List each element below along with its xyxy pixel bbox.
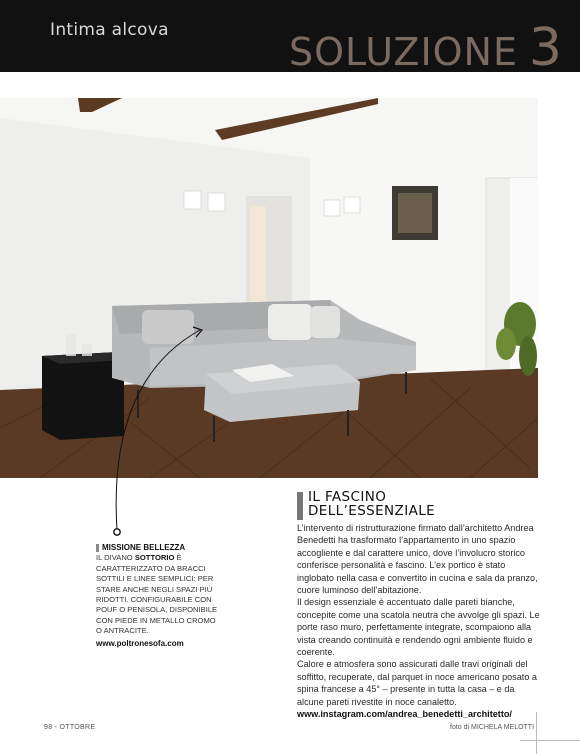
article-paragraph: Calore e atmosfera sono assicurati dalle travi originali del soffitto, recuperate, dal parquet in noce americano posato a spina francese a 45° – presente in tutta la casa – e da alcune pareti rivestite in noce canaletto. [297, 659, 537, 707]
wall-window [344, 197, 360, 213]
product-sidebar [96, 543, 222, 649]
sidebar-body-pre: IL DIVANO [96, 553, 135, 563]
wall-window [184, 191, 201, 209]
wall-window [324, 200, 340, 216]
marble-side-table [42, 352, 124, 440]
title-marker [96, 544, 99, 552]
section-number: 3 [528, 18, 562, 78]
sidebar-body [96, 553, 222, 636]
sidebar-title-text: MISSIONE BELLEZZA [102, 543, 186, 552]
article-body [297, 522, 542, 721]
section-kicker: Intima alcova [50, 20, 169, 40]
article [297, 490, 542, 721]
photo-credit: foto di MICHELA MELOTTI [450, 724, 535, 731]
sidebar-title [96, 543, 222, 553]
interior-illustration [0, 98, 538, 478]
article-title [308, 490, 435, 520]
callout-dot [114, 529, 120, 535]
article-paragraph: Il design essenziale è accentuato dalle pareti bianche, concepite come una scatola neutra che avvolge gli spazi. Le porte raso muro, perfettamente integrate, scompaiono alla vista creando continuità e rendendo ogni ambiente fluido e coerente. [297, 597, 540, 658]
sidebar-brand: SOTTORIO [134, 553, 175, 563]
sidebar-body-post: È CARATTERIZZATO DA BRACCI SOTTILI E LINEE SEMPLICI: PER STARE ANCHE NEGLI SPAZI PIÙ RIDOTTI. CONFIGURABILE CON POUF O PENISOLA, DISPONIBILE CON PIEDE IN METALLO CROMO O ANTRACITE. [96, 553, 218, 636]
section-title-text: SOLUZIONE [288, 30, 518, 74]
crop-mark [536, 712, 537, 754]
article-heading [297, 490, 542, 520]
living-room-photo [0, 98, 538, 478]
section-title [289, 32, 518, 72]
article-title-line1: IL FASCINO [308, 489, 387, 505]
article-paragraph: L’intervento di ristrutturazione firmato dall’architetto Andrea Benedetti ha trasformato l’appartamento in uno spazio accogliente e dal carattere unico, dove l’involucro storico conferisce personalità e fascino. L’ex portico è stato inglobato nella casa e convertito in cucina e sala da pranzo, cuore luminoso dell’abitazione. [297, 523, 538, 596]
page-header [0, 0, 580, 78]
sidebar-link[interactable]: www.poltronesofa.com [96, 638, 184, 648]
page-number: 98 - OTTOBRE [44, 724, 96, 731]
wall-window [208, 193, 225, 211]
heading-marker [297, 492, 303, 520]
crop-mark [520, 740, 580, 741]
article-link[interactable]: www.instagram.com/andrea_benedetti_architetto/ [297, 709, 512, 720]
article-title-line2: DELL’ESSENZIALE [308, 503, 436, 519]
